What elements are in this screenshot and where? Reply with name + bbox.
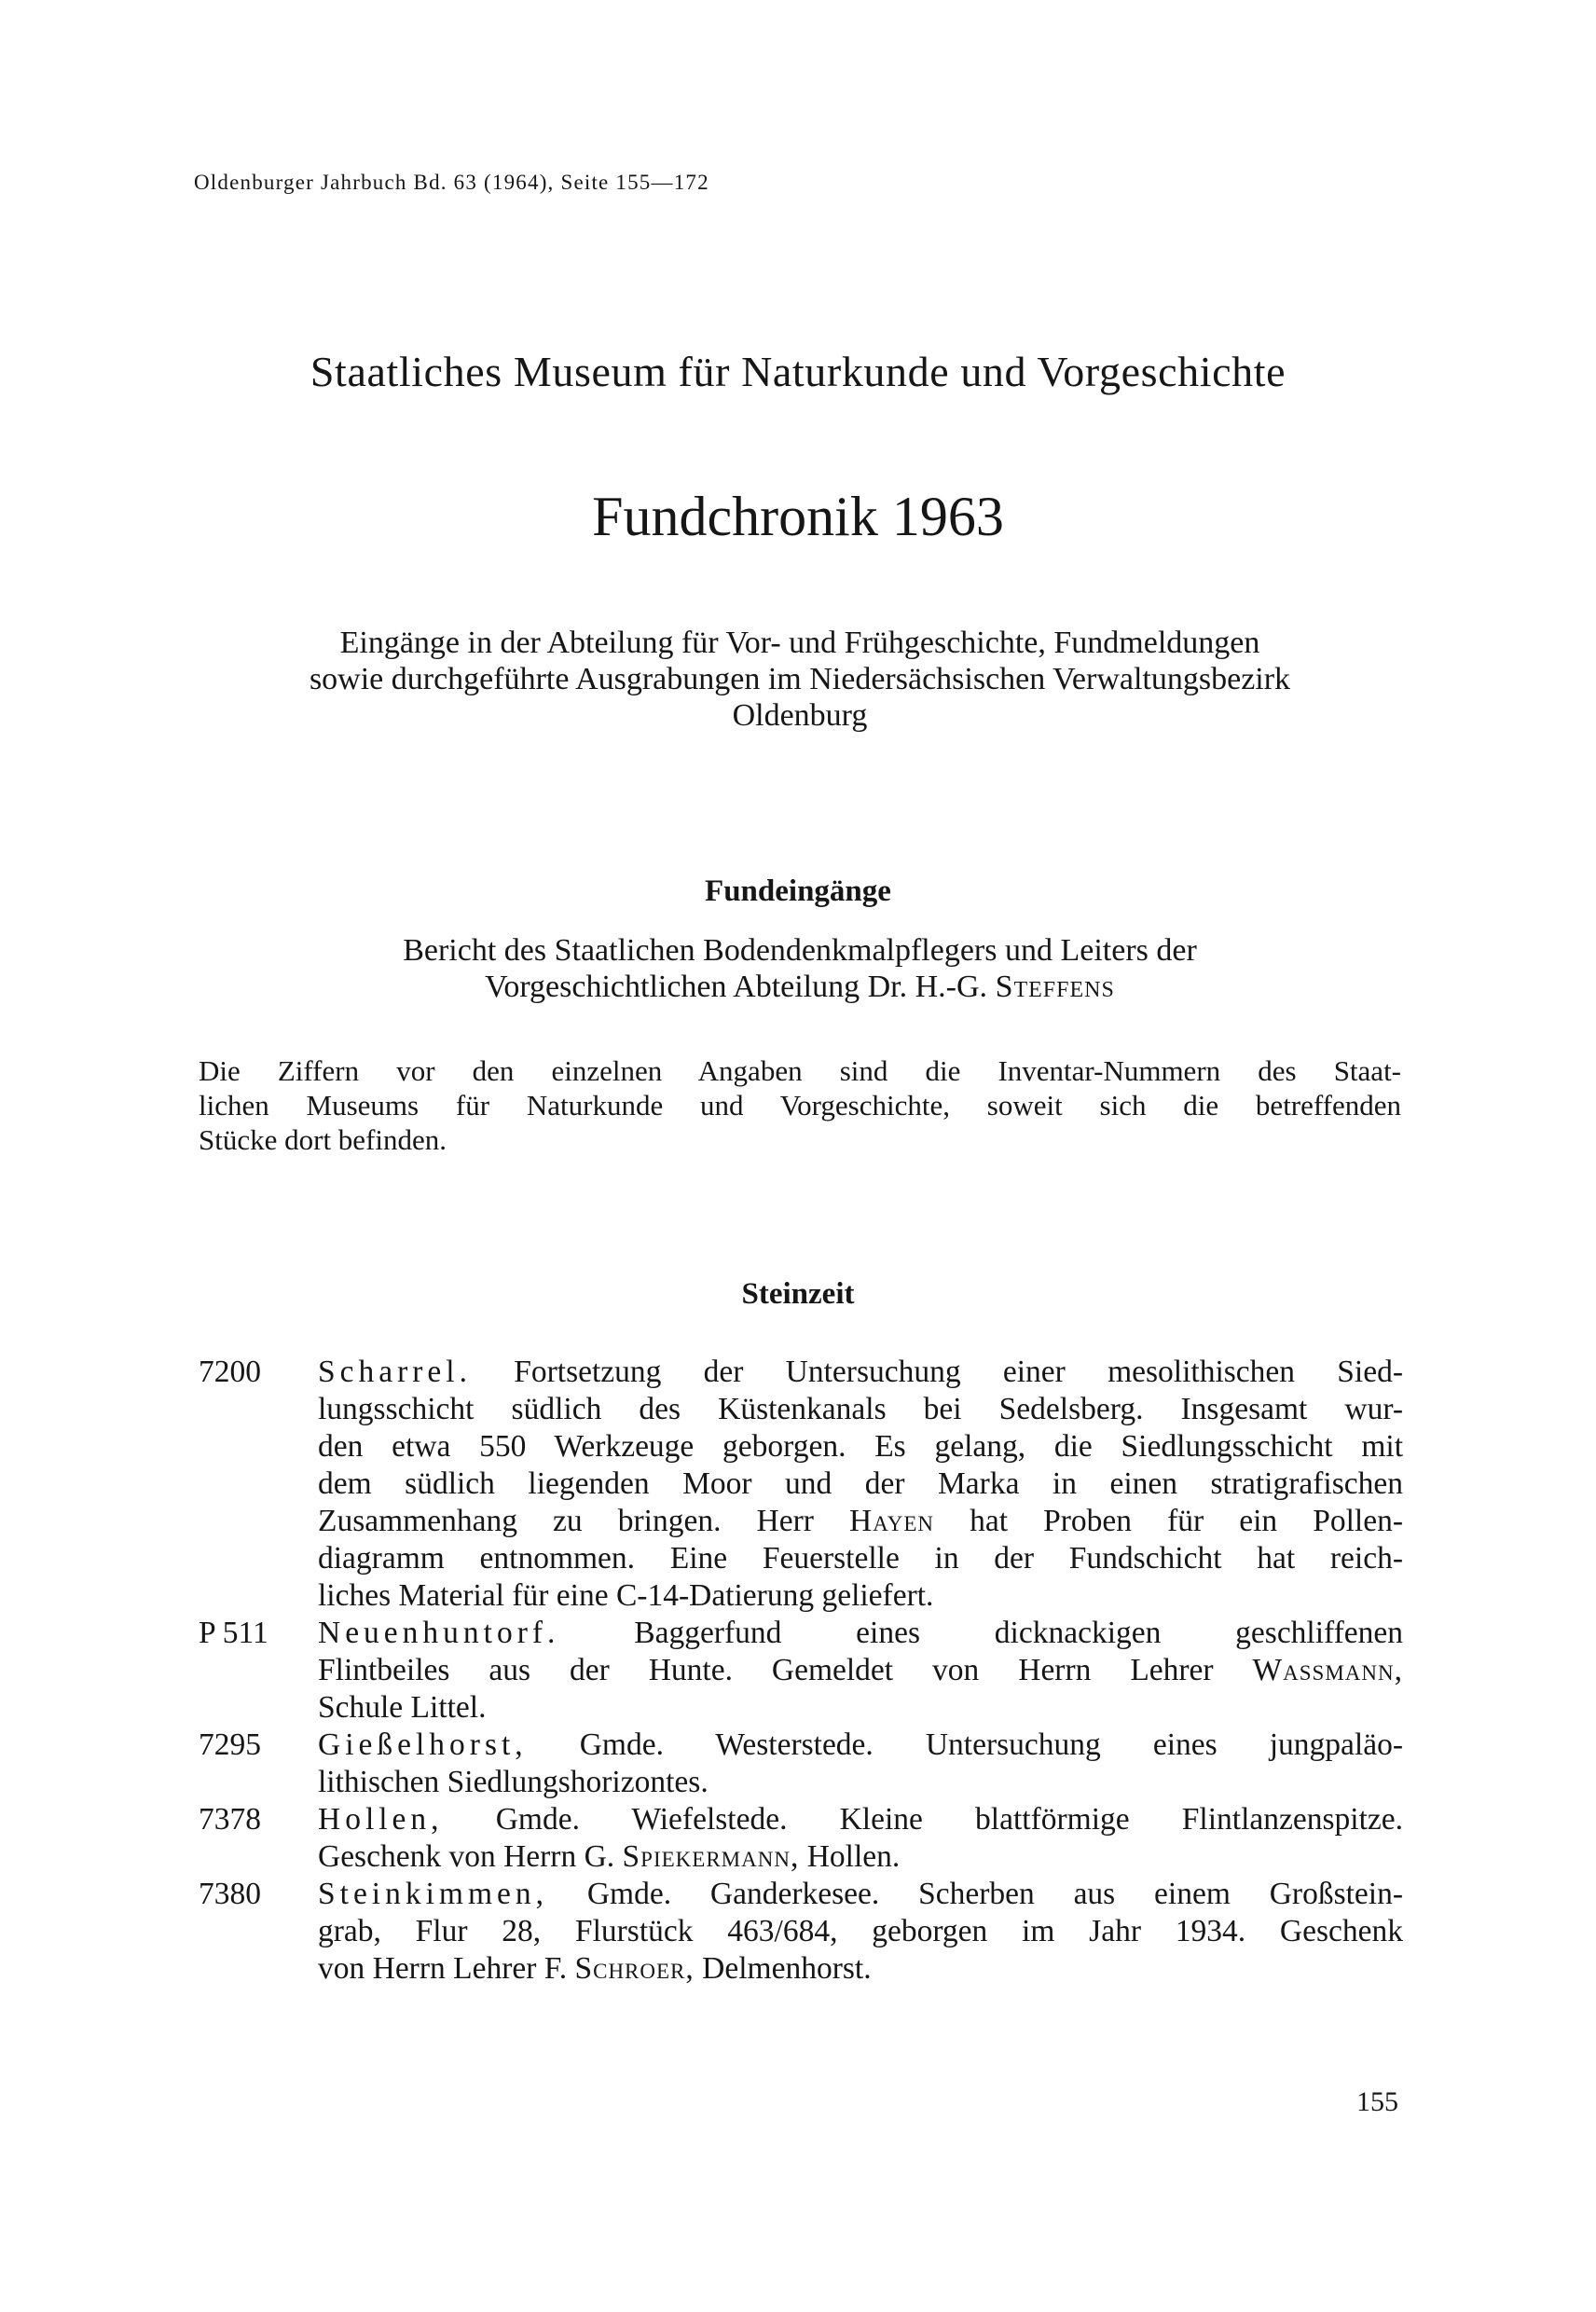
intro-paragraph: [199, 1053, 1401, 1157]
entry-line-text: von Herrn Lehrer F.: [318, 1951, 575, 1986]
person-name: Hayen: [849, 1504, 934, 1538]
entry-line: diagramm entnommen. Eine Feuerstelle in der Fundschicht hat reich-: [318, 1541, 1403, 1576]
entry-text: [318, 1876, 1403, 1988]
inventory-number: 7378: [199, 1802, 261, 1837]
entry-line-text: Fortsetzung der Untersuchung einer mesolithischen Sied-: [471, 1355, 1403, 1389]
entry-line-text: Zusammenhang zu bringen. Herr: [318, 1504, 850, 1538]
entry-line: lithischen Siedlungshorizontes.: [318, 1765, 709, 1799]
entry-list: [199, 1354, 1403, 1988]
entry-line: lungsschicht südlich des Küstenkanals bei Sedelsberg. Insgesamt wur-: [318, 1392, 1403, 1426]
entry-line: [318, 1950, 1403, 1988]
place-name: Steinkimmen,: [318, 1877, 549, 1911]
entry-line: [318, 1652, 1403, 1689]
entry-line: liches Material für eine C-14-Datierung geliefert.: [318, 1578, 934, 1613]
person-name: Spiekermann,: [622, 1839, 800, 1874]
running-head: Oldenburger Jahrbuch Bd. 63 (1964), Seite 155—172: [194, 171, 709, 194]
intro-line: Stücke dort befinden.: [199, 1123, 447, 1156]
person-name: Wassmann,: [1252, 1653, 1403, 1687]
subtitle-line: Oldenburg: [732, 698, 868, 733]
entry-line: dem südlich liegenden Moor und der Marka in einen stratigrafischen: [318, 1466, 1403, 1501]
entry-line-text: Gmde. Westerstede. Untersuchung eines jungpaläo-: [527, 1727, 1403, 1762]
entry-line-text: Gmde. Wiefelstede. Kleine blattförmige Flintlanzenspitze.: [443, 1802, 1403, 1837]
section-heading-steinzeit: Steinzeit: [741, 1277, 855, 1311]
entry-line-text: Baggerfund eines dicknackigen geschliffenen: [559, 1616, 1403, 1650]
list-item: [199, 1615, 1403, 1727]
inventory-number: 7380: [199, 1877, 261, 1911]
entry-line: [318, 1801, 1403, 1838]
list-item: [199, 1876, 1403, 1988]
intro-line: lichen Museums für Naturkunde und Vorgeschichte, soweit sich die betreffenden: [199, 1089, 1401, 1122]
entry-text: [318, 1354, 1403, 1615]
entry-line: [318, 1838, 1403, 1876]
entry-line: [318, 1615, 1403, 1652]
institution-heading: Staatliches Museum für Naturkunde und Vorgeschichte: [310, 348, 1286, 395]
intro-line: Die Ziffern vor den einzelnen Angaben sind die Inventar-Nummern des Staat-: [199, 1054, 1401, 1087]
entry-line-text: Hollen.: [799, 1839, 901, 1874]
subtitle: [194, 625, 1406, 734]
inventory-number: 7200: [199, 1355, 261, 1389]
entry-line: den etwa 550 Werkzeuge geborgen. Es gelang, die Siedlungsschicht mit: [318, 1429, 1403, 1464]
entry-line: grab, Flur 28, Flurstück 463/684, geborgen im Jahr 1934. Geschenk: [318, 1914, 1403, 1948]
entry-line-text: Gmde. Ganderkesee. Scherben aus einem Großstein-: [548, 1877, 1403, 1911]
entry-text: [318, 1615, 1403, 1727]
author-name: Steffens: [995, 970, 1115, 1004]
entry-line-text: Flintbeiles aus der Hunte. Gemeldet von Herrn Lehrer: [318, 1653, 1253, 1687]
report-line: [194, 969, 1406, 1005]
person-name: Schroer,: [574, 1951, 695, 1986]
entry-line: [318, 1727, 1403, 1764]
place-name: Neuenhuntorf.: [318, 1616, 560, 1650]
entry-line: [318, 1354, 1403, 1391]
subtitle-line: sowie durchgeführte Ausgrabungen im Niedersächsischen Verwaltungsbezirk: [309, 662, 1291, 696]
entry-line: Schule Littel.: [318, 1690, 487, 1725]
list-item: [199, 1354, 1403, 1615]
entry-line-text: Delmenhorst.: [694, 1951, 872, 1986]
report-line: Bericht des Staatlichen Bodendenkmalpflegers und Leiters der: [403, 933, 1197, 968]
list-item: [199, 1727, 1403, 1801]
page-title: Fundchronik 1963: [592, 486, 1004, 547]
place-name: Hollen,: [318, 1802, 444, 1837]
entry-text: [318, 1727, 1403, 1801]
report-line-prefix: Vorgeschichtlichen Abteilung Dr. H.-G.: [485, 970, 988, 1004]
inventory-number: 7295: [199, 1727, 261, 1762]
entry-line: [318, 1503, 1403, 1540]
entry-text: [318, 1801, 1403, 1876]
section-heading-fundeingaenge: Fundeingänge: [705, 874, 891, 908]
entry-line-text: Geschenk von Herrn G.: [318, 1839, 623, 1874]
place-name: Scharrel.: [318, 1355, 472, 1389]
place-name: Gießelhorst,: [318, 1727, 528, 1762]
inventory-number: P 511: [199, 1616, 268, 1650]
entry-line-text: hat Proben für ein Pollen-: [933, 1504, 1404, 1538]
subtitle-line: Eingänge in der Abteilung für Vor- und Frühgeschichte, Fundmeldungen: [339, 626, 1260, 660]
report-attribution: [194, 932, 1406, 1005]
list-item: [199, 1801, 1403, 1876]
page-number: 155: [1356, 2086, 1398, 2117]
entry-line: [318, 1876, 1403, 1913]
